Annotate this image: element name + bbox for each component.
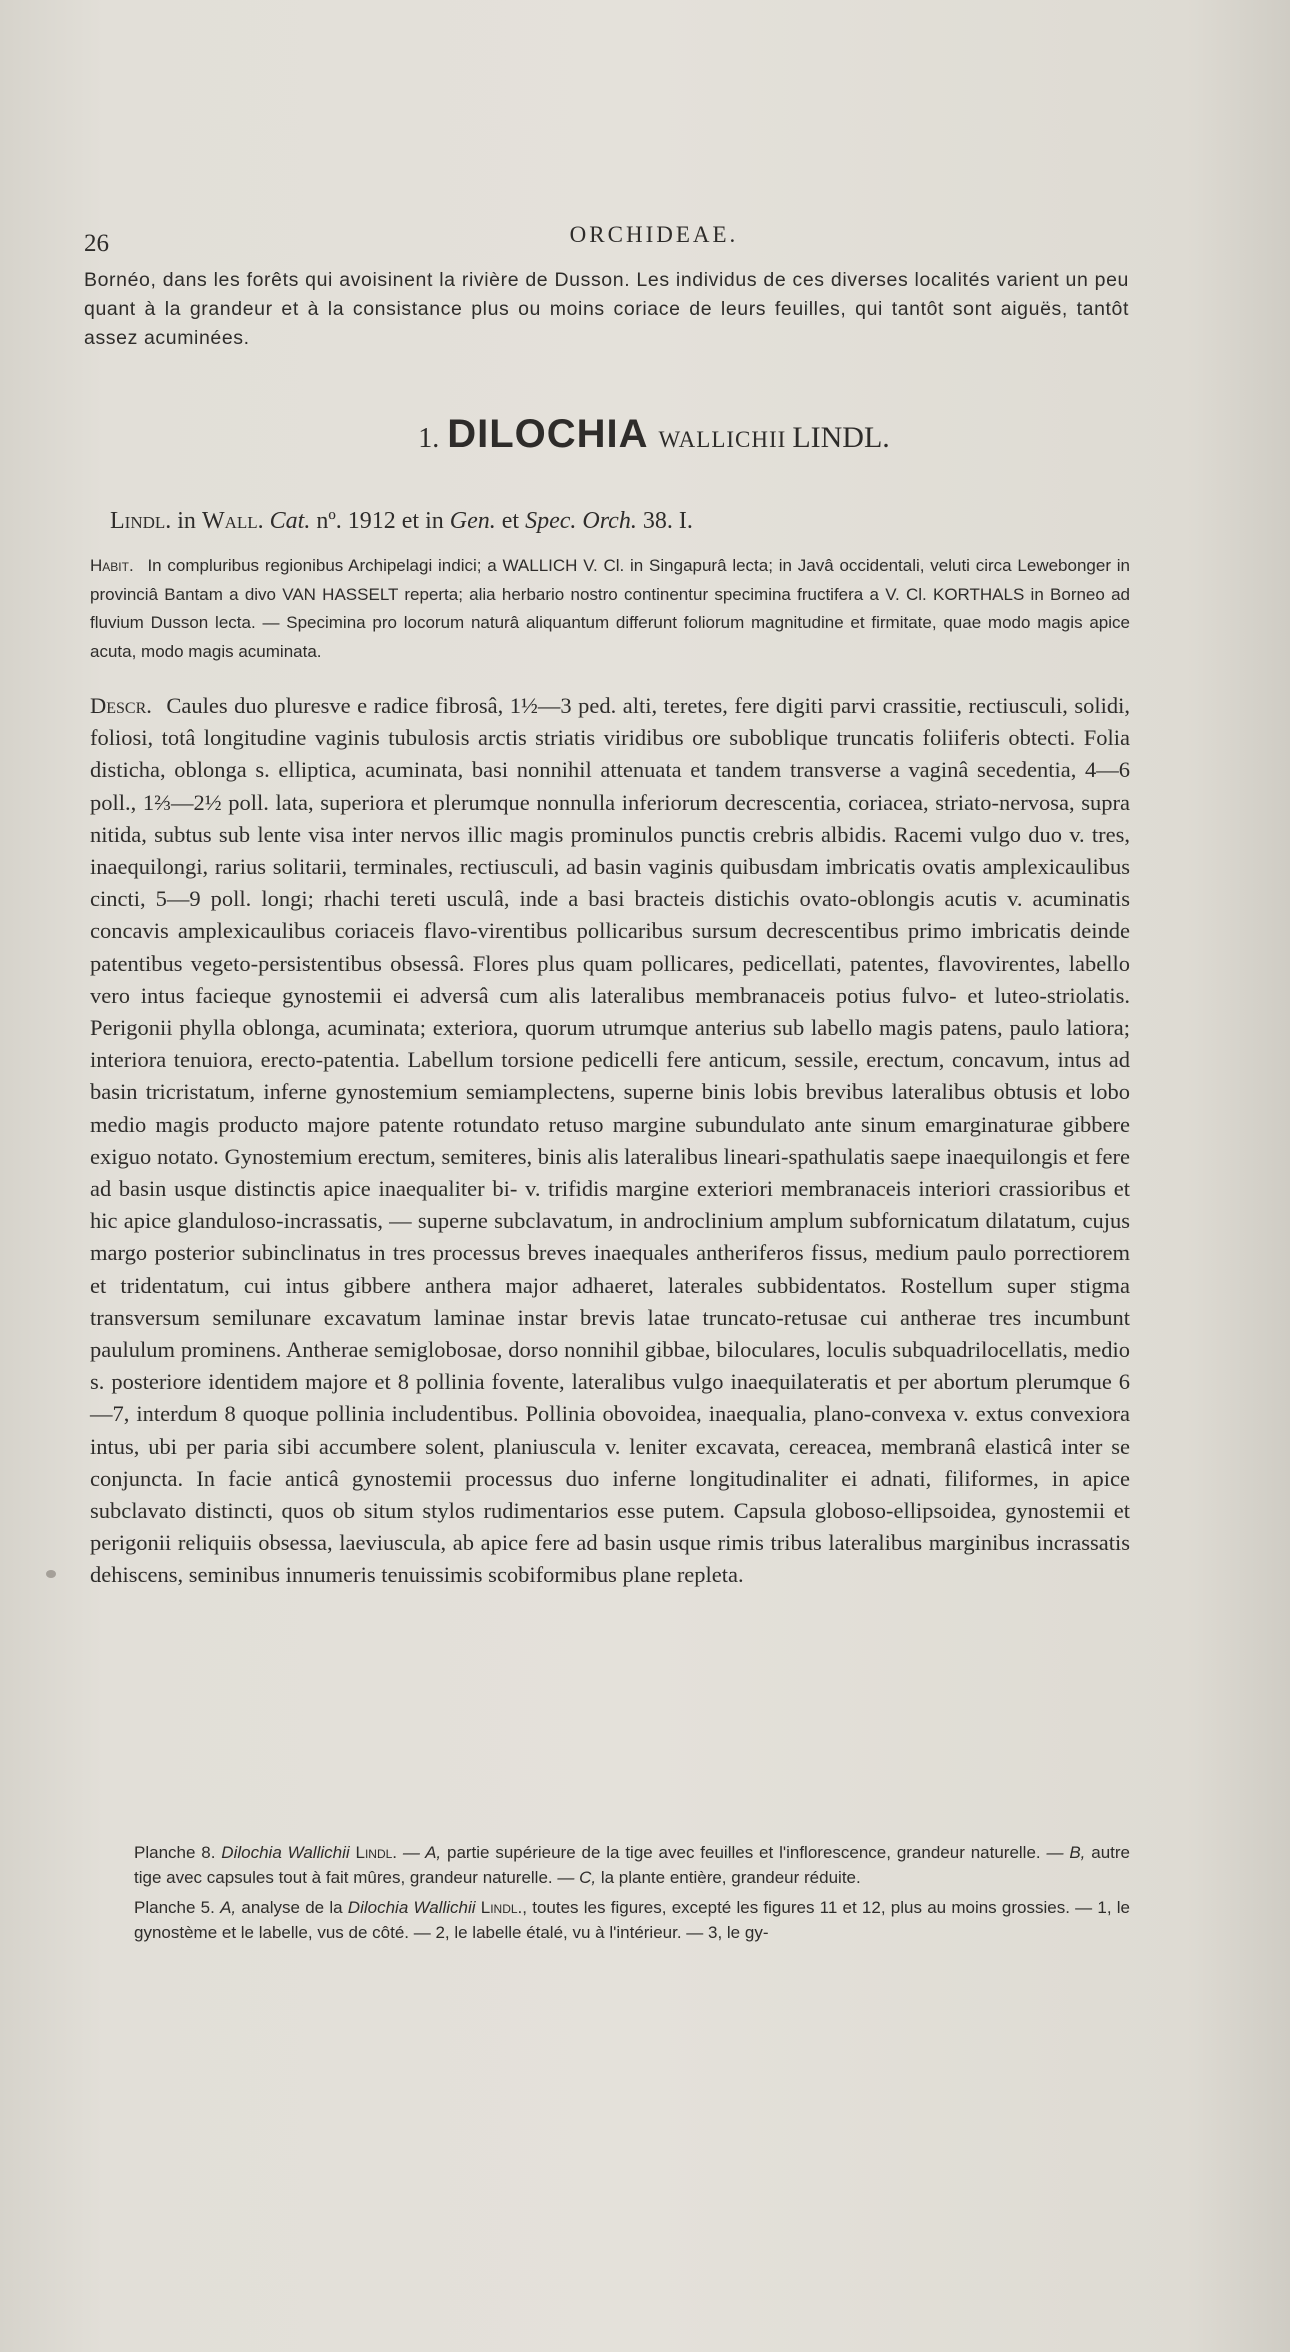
citation-line xyxy=(110,508,1160,535)
species-heading xyxy=(84,412,1224,457)
citation-cat: Cat. xyxy=(269,508,311,534)
habitat-paragraph xyxy=(90,552,1130,666)
plate-8-caption xyxy=(134,1840,1130,1890)
description-text: Caules duo pluresve e radice fibrosâ, 1½—3 ped. alti, teretes, fere digiti parvi crassitie, rectiusculi, solidi, foliosi, totâ longitudine vaginis tubulosis arctis striatis viridibus ore suboblique truncatis foliiferis obtecti. Folia disticha, oblonga s. elliptica, acuminata, basi nonnihil attenuata et tandem transverse a vaginâ secedentia, 4—6 poll., 1⅔—2½ poll. lata, superiora et plerumque nonnulla inferiorum decrescentia, coriacea, striato-nervosa, supra nitida, subtus sub lente visa inter nervos illic magis prominulos punctis crebris albidis. Racemi vulgo duo v. tres, inaequilongi, rarius solitarii, terminales, rectiusculi, ad basin vaginis quibusdam imbricatis ovatis amplexicaulibus cincti, 5—9 poll. longi; rhachi tereti usculâ, inde a basi bracteis distichis ovato-oblongis acutis v. acuminatis concavis amplexicaulibus coriaceis flavo-virentibus pollicaribus sursum decrescentibus primo imbricatis deinde patentibus vegeto-persistentibus obsessâ. Flores plus quam pollicares, pedicellati, patentes, flavovirentes, labello vero intus facieque gynostemii ei adversâ cum alis lateralibus membranaceis potius fulvo- et luteo-striolatis. Perigonii phylla oblonga, acuminata; exteriora, quorum utrumque anterius sub labello magis patens, paulo latiora; interiora tenuiora, erecto-patentia. Labellum torsione pedicelli fere anticum, sessile, erectum, concavum, intus ad basin tricristatum, inferne gynostemium semiamplectens, superne binis lobis brevibus lateralibus obtusis et lobo medio magis producto majore patente rotundato retuso margine subundulato ante sinum emarginaturae gibbere exiguo notato. Gynostemium erectum, semiteres, binis alis lateralibus lineari-spathulatis saepe inaequilongis et fere ad basin usque distinctis apice inaequaliter bi- v. trifidis margine exteriori membranaceis interiori crassioribus et hic apice glanduloso-incrassatis, — superne subclavatum, in androclinium amplum subfornicatum dilatatum, cujus margo posterior subinclinatus in tres processus breves inaequales antheriferos fissus, medium paulo porrectiorem et tridentatum, cui intus gibbere anthera major adhaeret, laterales subbidentatos. Rostellum super stigma transversum semilunare excavatum laminae instar brevis latae truncato-retusae cui antherae tres incumbunt paululum prominens. Antherae semiglobosae, dorso nonnihil gibbae, biloculares, loculis subquadrilocellatis, medio s. posteriore identidem majore et 8 pollinia fovente, lateralibus vulgo inaequilateratis et per abortum plerumque 6—7, interdum 8 quoque pollinia includentibus. Pollinia obovoidea, inaequalia, plano-convexa v. extus convexiora intus, ubi per paria sibi accumbere solent, planiuscula v. leniter excavata, cereacea, membranâ elasticâ inter se conjuncta. In facie anticâ gynostemii processus duo inferne longitudinaliter ei adnati, filiformes, in apice subclavato distincti, quos ob situm stylos rudimentarios esse putem. Capsula globoso-ellipsoidea, gynostemii et perigonii reliquiis obsessa, laeviuscula, ab apice fere ad basin usque rimis tribus lateralibus marginibus incrassatis dehiscens, seminibus innumeris tenuissimis scobiformibus plane repleta. xyxy=(90,693,1130,1588)
habitat-label: Habit. xyxy=(90,556,134,575)
plate-8-figure-a: — A, xyxy=(402,1843,442,1862)
intro-paragraph: Bornéo, dans les forêts qui avoisinent la rivière de Dusson. Les individus de ces diverses localités varient un peu quant à la grandeur et à la consistance plus ou moins coriace de leurs feuilles, qui tantôt sont aiguës, tantôt assez acuminées. xyxy=(84,269,1129,349)
plate-5-caption xyxy=(134,1895,1130,1945)
species-author: LINDL. xyxy=(792,421,890,454)
citation-spec: Spec. Orch. xyxy=(525,508,637,534)
description-paragraph xyxy=(90,690,1130,1592)
species-epithet: WALLICHII xyxy=(658,427,787,452)
citation-gen: Gen. xyxy=(449,508,496,534)
habitat-text: In compluribus regionibus Archipelagi indici; a WALLICH V. Cl. in Singapurâ lecta; in Javâ occidentali, veluti circa Lewebonger in provinciâ Bantam a divo VAN HASSELT reperta; alia herbario nostro continentur specimina fructifera a V. Cl. KORTHALS in Borneo ad fluvium Dusson lecta. — Specimina pro locorum naturâ aliquantum differunt foliorum magnitudine et firmitate, quae modo magis apice acuta, modo magis acuminata. xyxy=(90,556,1130,661)
plate-5-author: Lindl., xyxy=(480,1898,528,1917)
species-genus: DILOCHIA xyxy=(447,412,649,456)
plate-8-species: Dilochia Wallichii xyxy=(221,1843,350,1862)
plate-5-species: Dilochia Wallichii xyxy=(347,1898,476,1917)
citation-in: in xyxy=(177,508,196,534)
species-number: 1. xyxy=(418,423,440,454)
citation-et: et xyxy=(501,508,520,534)
citation-author: Lindl. xyxy=(110,508,172,534)
plate-5-text-2: toutes les figures, excepté les figures 11 et 12, plus au moins grossies. — 1, le gynostème et le labelle, vus de côté. — 2, le labelle étalé, vu à l'intérieur. — 3, le gy- xyxy=(134,1898,1130,1942)
paper-blemish xyxy=(46,1570,56,1578)
plate-5-label: Planche 5. xyxy=(134,1898,215,1917)
plate-captions xyxy=(134,1840,1130,1950)
plate-8-author: Lindl. xyxy=(355,1843,398,1862)
citation-number: nº. 1912 et in xyxy=(316,508,444,534)
running-head: ORCHIDEAE. xyxy=(569,222,739,247)
plate-8-figure-b: — B, xyxy=(1046,1843,1086,1862)
citation-page: 38. I. xyxy=(642,508,693,534)
page-number: 26 xyxy=(84,230,109,257)
plate-5-text-1: analyse de la xyxy=(241,1898,343,1917)
plate-8-label: Planche 8. xyxy=(134,1843,216,1862)
description-label: Descr. xyxy=(90,693,152,718)
plate-8-text-b: autre tige avec capsules tout à fait mûres, grandeur naturelle. xyxy=(134,1843,1130,1887)
plate-8-text-a: partie supérieure de la tige avec feuilles et l'inflorescence, grandeur naturelle. xyxy=(446,1843,1041,1862)
page-header xyxy=(84,222,1224,262)
plate-8-text-c: la plante entière, grandeur réduite. xyxy=(600,1868,861,1887)
plate-8-figure-c: — C, xyxy=(557,1868,597,1887)
citation-wall: Wall. xyxy=(201,508,264,534)
plate-5-figure-a: A, xyxy=(220,1898,237,1917)
